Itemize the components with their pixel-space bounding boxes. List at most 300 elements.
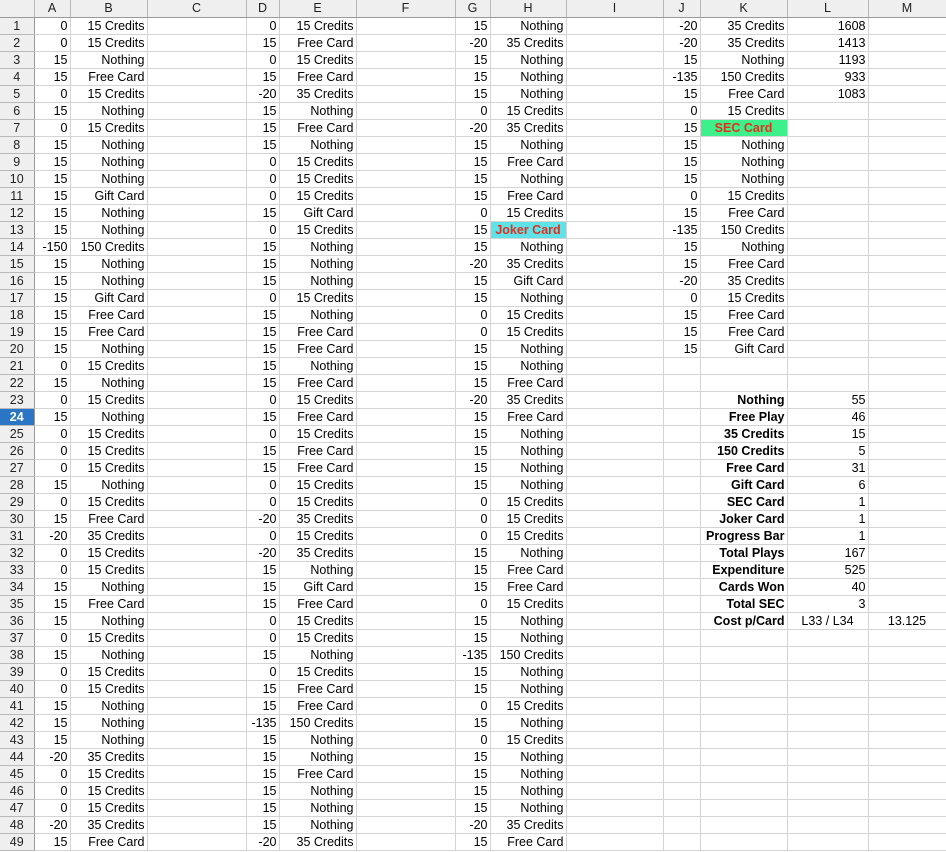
cell-e3[interactable]: 15 Credits [279,51,356,68]
cell-j39[interactable] [663,663,700,680]
cell-b20[interactable]: Nothing [70,340,147,357]
cell-i45[interactable] [566,765,663,782]
cell-h27[interactable]: Nothing [490,459,566,476]
cell-c35[interactable] [147,595,246,612]
cell-m8[interactable] [868,136,946,153]
cell-j5[interactable]: 15 [663,85,700,102]
cell-h34[interactable]: Free Card [490,578,566,595]
cell-h31[interactable]: 15 Credits [490,527,566,544]
cell-b25[interactable]: 15 Credits [70,425,147,442]
cell-m12[interactable] [868,204,946,221]
cell-b12[interactable]: Nothing [70,204,147,221]
cell-f27[interactable] [356,459,455,476]
cell-l36[interactable]: L33 / L34 [787,612,868,629]
cell-f49[interactable] [356,833,455,850]
cell-i38[interactable] [566,646,663,663]
cell-m15[interactable] [868,255,946,272]
cell-m47[interactable] [868,799,946,816]
cell-l31[interactable]: 1 [787,527,868,544]
cell-a7[interactable]: 0 [34,119,70,136]
cell-m20[interactable] [868,340,946,357]
cell-a14[interactable]: -150 [34,238,70,255]
cell-i28[interactable] [566,476,663,493]
cell-d30[interactable]: -20 [246,510,279,527]
cell-j6[interactable]: 0 [663,102,700,119]
cell-e49[interactable]: 35 Credits [279,833,356,850]
cell-f46[interactable] [356,782,455,799]
cell-c47[interactable] [147,799,246,816]
cell-i48[interactable] [566,816,663,833]
cell-b16[interactable]: Nothing [70,272,147,289]
cell-d13[interactable]: 0 [246,221,279,238]
cell-g5[interactable]: 15 [455,85,490,102]
row-header[interactable]: 22 [0,374,34,391]
cell-a49[interactable]: 15 [34,833,70,850]
cell-m4[interactable] [868,68,946,85]
cell-m48[interactable] [868,816,946,833]
cell-h11[interactable]: Free Card [490,187,566,204]
cell-e43[interactable]: Nothing [279,731,356,748]
cell-d27[interactable]: 15 [246,459,279,476]
row-header[interactable]: 26 [0,442,34,459]
cell-k49[interactable] [700,833,787,850]
row-header[interactable]: 19 [0,323,34,340]
cell-f41[interactable] [356,697,455,714]
cell-k14[interactable]: Nothing [700,238,787,255]
cell-l11[interactable] [787,187,868,204]
cell-f2[interactable] [356,34,455,51]
cell-f40[interactable] [356,680,455,697]
cell-d35[interactable]: 15 [246,595,279,612]
cell-b34[interactable]: Nothing [70,578,147,595]
cell-b39[interactable]: 15 Credits [70,663,147,680]
cell-m9[interactable] [868,153,946,170]
cell-h21[interactable]: Nothing [490,357,566,374]
cell-i44[interactable] [566,748,663,765]
row-header[interactable]: 14 [0,238,34,255]
cell-f18[interactable] [356,306,455,323]
cell-g36[interactable]: 15 [455,612,490,629]
row-header[interactable]: 29 [0,493,34,510]
cell-g26[interactable]: 15 [455,442,490,459]
cell-h48[interactable]: 35 Credits [490,816,566,833]
cell-d26[interactable]: 15 [246,442,279,459]
cell-h46[interactable]: Nothing [490,782,566,799]
cell-l34[interactable]: 40 [787,578,868,595]
cell-i7[interactable] [566,119,663,136]
cell-k17[interactable]: 15 Credits [700,289,787,306]
cell-g14[interactable]: 15 [455,238,490,255]
cell-k24[interactable]: Free Play [700,408,787,425]
cell-i12[interactable] [566,204,663,221]
cell-f36[interactable] [356,612,455,629]
cell-m46[interactable] [868,782,946,799]
cell-e45[interactable]: Free Card [279,765,356,782]
cell-c3[interactable] [147,51,246,68]
cell-b45[interactable]: 15 Credits [70,765,147,782]
cell-g15[interactable]: -20 [455,255,490,272]
cell-e47[interactable]: Nothing [279,799,356,816]
cell-b2[interactable]: 15 Credits [70,34,147,51]
cell-e48[interactable]: Nothing [279,816,356,833]
cell-g21[interactable]: 15 [455,357,490,374]
cell-e7[interactable]: Free Card [279,119,356,136]
cell-d29[interactable]: 0 [246,493,279,510]
cell-b48[interactable]: 35 Credits [70,816,147,833]
cell-i17[interactable] [566,289,663,306]
cell-l32[interactable]: 167 [787,544,868,561]
row-header[interactable]: 24 [0,408,34,425]
cell-j2[interactable]: -20 [663,34,700,51]
cell-g7[interactable]: -20 [455,119,490,136]
cell-a13[interactable]: 15 [34,221,70,238]
cell-i11[interactable] [566,187,663,204]
row-header[interactable]: 16 [0,272,34,289]
cell-c15[interactable] [147,255,246,272]
cell-b24[interactable]: Nothing [70,408,147,425]
select-all-corner[interactable] [0,0,34,17]
cell-j20[interactable]: 15 [663,340,700,357]
cell-c41[interactable] [147,697,246,714]
cell-g27[interactable]: 15 [455,459,490,476]
cell-j15[interactable]: 15 [663,255,700,272]
cell-b8[interactable]: Nothing [70,136,147,153]
cell-m27[interactable] [868,459,946,476]
cell-j27[interactable] [663,459,700,476]
cell-l2[interactable]: 1413 [787,34,868,51]
cell-i33[interactable] [566,561,663,578]
cell-m13[interactable] [868,221,946,238]
cell-l24[interactable]: 46 [787,408,868,425]
cell-c13[interactable] [147,221,246,238]
cell-f10[interactable] [356,170,455,187]
cell-d32[interactable]: -20 [246,544,279,561]
cell-a29[interactable]: 0 [34,493,70,510]
cell-m26[interactable] [868,442,946,459]
cell-k45[interactable] [700,765,787,782]
cell-h17[interactable]: Nothing [490,289,566,306]
cell-k16[interactable]: 35 Credits [700,272,787,289]
cell-c37[interactable] [147,629,246,646]
cell-d1[interactable]: 0 [246,17,279,34]
cell-h3[interactable]: Nothing [490,51,566,68]
cell-i42[interactable] [566,714,663,731]
cell-l38[interactable] [787,646,868,663]
cell-c49[interactable] [147,833,246,850]
row-header[interactable]: 12 [0,204,34,221]
row-header[interactable]: 15 [0,255,34,272]
cell-b38[interactable]: Nothing [70,646,147,663]
cell-b19[interactable]: Free Card [70,323,147,340]
row-header[interactable]: 2 [0,34,34,51]
cell-a38[interactable]: 15 [34,646,70,663]
cell-m23[interactable] [868,391,946,408]
cell-k30[interactable]: Joker Card [700,510,787,527]
row-header[interactable]: 35 [0,595,34,612]
cell-k21[interactable] [700,357,787,374]
row-header[interactable]: 47 [0,799,34,816]
cell-j46[interactable] [663,782,700,799]
cell-l5[interactable]: 1083 [787,85,868,102]
cell-m30[interactable] [868,510,946,527]
cell-d34[interactable]: 15 [246,578,279,595]
cell-j42[interactable] [663,714,700,731]
cell-j12[interactable]: 15 [663,204,700,221]
cell-a6[interactable]: 15 [34,102,70,119]
cell-k8[interactable]: Nothing [700,136,787,153]
cell-h36[interactable]: Nothing [490,612,566,629]
cell-g8[interactable]: 15 [455,136,490,153]
cell-l6[interactable] [787,102,868,119]
cell-h33[interactable]: Free Card [490,561,566,578]
cell-l16[interactable] [787,272,868,289]
cell-b41[interactable]: Nothing [70,697,147,714]
cell-c22[interactable] [147,374,246,391]
cell-j38[interactable] [663,646,700,663]
cell-e9[interactable]: 15 Credits [279,153,356,170]
row-header[interactable]: 13 [0,221,34,238]
cell-g25[interactable]: 15 [455,425,490,442]
row-header[interactable]: 32 [0,544,34,561]
column-header-g[interactable]: G [455,0,490,17]
cell-l27[interactable]: 31 [787,459,868,476]
cell-a46[interactable]: 0 [34,782,70,799]
cell-f11[interactable] [356,187,455,204]
row-header[interactable]: 3 [0,51,34,68]
cell-j21[interactable] [663,357,700,374]
cell-m6[interactable] [868,102,946,119]
cell-l45[interactable] [787,765,868,782]
cell-d17[interactable]: 0 [246,289,279,306]
cell-k25[interactable]: 35 Credits [700,425,787,442]
cell-e41[interactable]: Free Card [279,697,356,714]
cell-j8[interactable]: 15 [663,136,700,153]
cell-d24[interactable]: 15 [246,408,279,425]
row-header[interactable]: 45 [0,765,34,782]
cell-k38[interactable] [700,646,787,663]
cell-i47[interactable] [566,799,663,816]
cell-d6[interactable]: 15 [246,102,279,119]
cell-f47[interactable] [356,799,455,816]
cell-g29[interactable]: 0 [455,493,490,510]
cell-g39[interactable]: 15 [455,663,490,680]
cell-g12[interactable]: 0 [455,204,490,221]
cell-m42[interactable] [868,714,946,731]
row-header[interactable]: 34 [0,578,34,595]
cell-h15[interactable]: 35 Credits [490,255,566,272]
row-header[interactable]: 46 [0,782,34,799]
cell-d2[interactable]: 15 [246,34,279,51]
cell-g45[interactable]: 15 [455,765,490,782]
cell-d44[interactable]: 15 [246,748,279,765]
cell-i30[interactable] [566,510,663,527]
cell-c36[interactable] [147,612,246,629]
cell-k37[interactable] [700,629,787,646]
cell-e34[interactable]: Gift Card [279,578,356,595]
cell-c16[interactable] [147,272,246,289]
cell-e46[interactable]: Nothing [279,782,356,799]
cell-g44[interactable]: 15 [455,748,490,765]
cell-m33[interactable] [868,561,946,578]
cell-k18[interactable]: Free Card [700,306,787,323]
cell-d42[interactable]: -135 [246,714,279,731]
cell-h24[interactable]: Free Card [490,408,566,425]
cell-c14[interactable] [147,238,246,255]
cell-i18[interactable] [566,306,663,323]
cell-l1[interactable]: 1608 [787,17,868,34]
cell-b17[interactable]: Gift Card [70,289,147,306]
cell-m17[interactable] [868,289,946,306]
cell-i46[interactable] [566,782,663,799]
cell-h12[interactable]: 15 Credits [490,204,566,221]
cell-j33[interactable] [663,561,700,578]
cell-e37[interactable]: 15 Credits [279,629,356,646]
column-header-m[interactable]: M [868,0,946,17]
cell-l21[interactable] [787,357,868,374]
row-header[interactable]: 36 [0,612,34,629]
cell-f17[interactable] [356,289,455,306]
cell-d5[interactable]: -20 [246,85,279,102]
cell-k23[interactable]: Nothing [700,391,787,408]
cell-e29[interactable]: 15 Credits [279,493,356,510]
cell-d28[interactable]: 0 [246,476,279,493]
cell-m22[interactable] [868,374,946,391]
cell-h37[interactable]: Nothing [490,629,566,646]
cell-d25[interactable]: 0 [246,425,279,442]
cell-d19[interactable]: 15 [246,323,279,340]
cell-d11[interactable]: 0 [246,187,279,204]
cell-c6[interactable] [147,102,246,119]
cell-c29[interactable] [147,493,246,510]
cell-m10[interactable] [868,170,946,187]
cell-h20[interactable]: Nothing [490,340,566,357]
cell-i31[interactable] [566,527,663,544]
cell-e39[interactable]: 15 Credits [279,663,356,680]
cell-g18[interactable]: 0 [455,306,490,323]
cell-c40[interactable] [147,680,246,697]
cell-g47[interactable]: 15 [455,799,490,816]
column-header-i[interactable]: I [566,0,663,17]
cell-f13[interactable] [356,221,455,238]
cell-m19[interactable] [868,323,946,340]
cell-e38[interactable]: Nothing [279,646,356,663]
cell-f45[interactable] [356,765,455,782]
cell-a1[interactable]: 0 [34,17,70,34]
row-header[interactable]: 25 [0,425,34,442]
cell-c4[interactable] [147,68,246,85]
cell-l41[interactable] [787,697,868,714]
cell-j9[interactable]: 15 [663,153,700,170]
cell-a33[interactable]: 0 [34,561,70,578]
cell-f42[interactable] [356,714,455,731]
cell-h14[interactable]: Nothing [490,238,566,255]
cell-h10[interactable]: Nothing [490,170,566,187]
cell-g6[interactable]: 0 [455,102,490,119]
cell-b1[interactable]: 15 Credits [70,17,147,34]
row-header[interactable]: 8 [0,136,34,153]
cell-b5[interactable]: 15 Credits [70,85,147,102]
cell-a12[interactable]: 15 [34,204,70,221]
cell-f4[interactable] [356,68,455,85]
cell-c38[interactable] [147,646,246,663]
cell-c42[interactable] [147,714,246,731]
cell-f43[interactable] [356,731,455,748]
cell-j19[interactable]: 15 [663,323,700,340]
cell-e32[interactable]: 35 Credits [279,544,356,561]
row-header[interactable]: 18 [0,306,34,323]
cell-g40[interactable]: 15 [455,680,490,697]
cell-j32[interactable] [663,544,700,561]
cell-b30[interactable]: Free Card [70,510,147,527]
row-header[interactable]: 48 [0,816,34,833]
cell-g42[interactable]: 15 [455,714,490,731]
cell-g17[interactable]: 15 [455,289,490,306]
cell-g33[interactable]: 15 [455,561,490,578]
cell-b22[interactable]: Nothing [70,374,147,391]
cell-l23[interactable]: 55 [787,391,868,408]
cell-j43[interactable] [663,731,700,748]
cell-j4[interactable]: -135 [663,68,700,85]
cell-k22[interactable] [700,374,787,391]
cell-f22[interactable] [356,374,455,391]
cell-m5[interactable] [868,85,946,102]
cell-k40[interactable] [700,680,787,697]
cell-j1[interactable]: -20 [663,17,700,34]
cell-m3[interactable] [868,51,946,68]
cell-h40[interactable]: Nothing [490,680,566,697]
cell-c34[interactable] [147,578,246,595]
cell-e20[interactable]: Free Card [279,340,356,357]
row-header[interactable]: 41 [0,697,34,714]
cell-l20[interactable] [787,340,868,357]
cell-j29[interactable] [663,493,700,510]
row-header[interactable]: 7 [0,119,34,136]
cell-b35[interactable]: Free Card [70,595,147,612]
cell-a27[interactable]: 0 [34,459,70,476]
cell-m43[interactable] [868,731,946,748]
cell-l42[interactable] [787,714,868,731]
cell-e28[interactable]: 15 Credits [279,476,356,493]
cell-k43[interactable] [700,731,787,748]
cell-j24[interactable] [663,408,700,425]
cell-a39[interactable]: 0 [34,663,70,680]
cell-d43[interactable]: 15 [246,731,279,748]
cell-f5[interactable] [356,85,455,102]
row-header[interactable]: 42 [0,714,34,731]
cell-f20[interactable] [356,340,455,357]
cell-h23[interactable]: 35 Credits [490,391,566,408]
cell-h41[interactable]: 15 Credits [490,697,566,714]
cell-m14[interactable] [868,238,946,255]
cell-k39[interactable] [700,663,787,680]
cell-b10[interactable]: Nothing [70,170,147,187]
cell-i16[interactable] [566,272,663,289]
cell-f15[interactable] [356,255,455,272]
cell-l30[interactable]: 1 [787,510,868,527]
cell-f32[interactable] [356,544,455,561]
cell-h35[interactable]: 15 Credits [490,595,566,612]
cell-a15[interactable]: 15 [34,255,70,272]
cell-m38[interactable] [868,646,946,663]
row-header[interactable]: 4 [0,68,34,85]
cell-h47[interactable]: Nothing [490,799,566,816]
row-header[interactable]: 1 [0,17,34,34]
cell-m18[interactable] [868,306,946,323]
cell-f23[interactable] [356,391,455,408]
cell-k5[interactable]: Free Card [700,85,787,102]
cell-d7[interactable]: 15 [246,119,279,136]
cell-k27[interactable]: Free Card [700,459,787,476]
